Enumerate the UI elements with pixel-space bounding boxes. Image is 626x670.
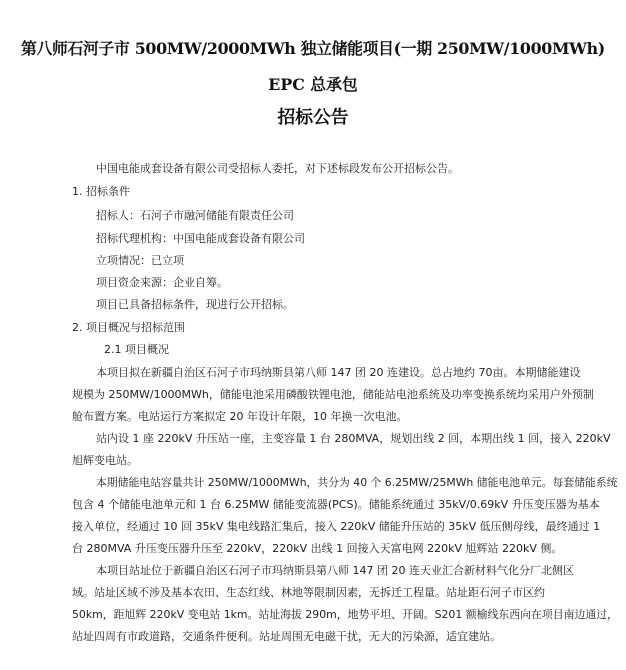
paragraph-line: 50km，距旭辉 220kV 变电站 1km。站址海拔 290m，地势平坦、开阔。S201 额榆线东西向在项目南边通过， — [72, 608, 618, 621]
document-title-line-3: 招标公告 — [277, 107, 349, 128]
paragraph-line: 站址四周有市政道路，交通条件便利。站址周围无电磁干扰，无大的污染源，适宜建站。 — [72, 630, 501, 643]
document-title-line-1: 第八师石河子市 500MW/2000MWh 独立储能项目(一期 250MW/1000MWh) — [21, 39, 605, 58]
section-1-heading: 1. 招标条件 — [72, 185, 130, 198]
tenderer-line: 招标人：石河子市融河储能有限责任公司 — [96, 209, 294, 222]
paragraph-line: 舱布置方案。电站运行方案拟定 20 年设计年限，10 年换一次电池。 — [72, 410, 408, 423]
approval-line: 立项情况：已立项 — [96, 254, 184, 267]
intro-paragraph: 中国电能成套设备有限公司受招标人委托，对下述标段发布公开招标公告。 — [96, 162, 459, 175]
document-title-line-2: EPC 总承包 — [268, 75, 358, 94]
paragraph-line: 本期储能电站容量共计 250MW/1000MWh，共分为 40 个 6.25MW/25MWh 储能电池单元。每套储能系统 — [96, 476, 618, 489]
ready-line: 项目已具备招标条件，现进行公开招标。 — [96, 298, 294, 311]
paragraph-line: 本项目拟在新疆自治区石河子市玛纳斯县第八师 147 团 20 连建设。总占地约 70亩。本期储能建设 — [96, 366, 581, 379]
paragraph-line: 台 280MVA 升压变压器升压至 220kV，220kV 出线 1 回接入天富电网 220kV 旭辉站 220kV 侧。 — [72, 542, 563, 555]
paragraph-line: 规模为 250MW/1000MWh，储能电池采用磷酸铁锂电池，储能站电池系统及功率变换系统均采用户外预制 — [72, 388, 594, 401]
funding-line: 项目资金来源：企业自筹。 — [96, 276, 228, 289]
paragraph-line: 旭辉变电站。 — [72, 454, 138, 467]
paragraph-line: 接入单位，经通过 10 回 35kV 集电线路汇集后，接入 220kV 储能升压站的 35kV 低压侧母线，最终通过 1 — [72, 520, 601, 533]
paragraph-line: 站内设 1 座 220kV 升压站一座，主变容量 1 台 280MVA，规划出线 2 回，本期出线 1 回，接入 220kV — [96, 432, 611, 445]
paragraph-line: 域。站址区域不涉及基本农田、生态红线、林地等限制因素，无拆迁工程量。站址距石河子市区约 — [72, 586, 545, 599]
paragraph-line: 本项目站址位于新疆自治区石河子市玛纳斯县第八师 147 团 20 连天业汇合新材料气化分厂北侧区 — [96, 564, 574, 577]
paragraph-line: 包含 4 个储能电池单元和 1 台 6.25MW 储能变流器(PCS)。储能系统通过 35kV/0.69kV 升压变压器为基本 — [72, 498, 600, 511]
section-2-heading: 2. 项目概况与招标范围 — [72, 321, 185, 334]
section-2-1-heading: 2.1 项目概况 — [104, 343, 169, 356]
agency-line: 招标代理机构：中国电能成套设备有限公司 — [96, 232, 305, 245]
